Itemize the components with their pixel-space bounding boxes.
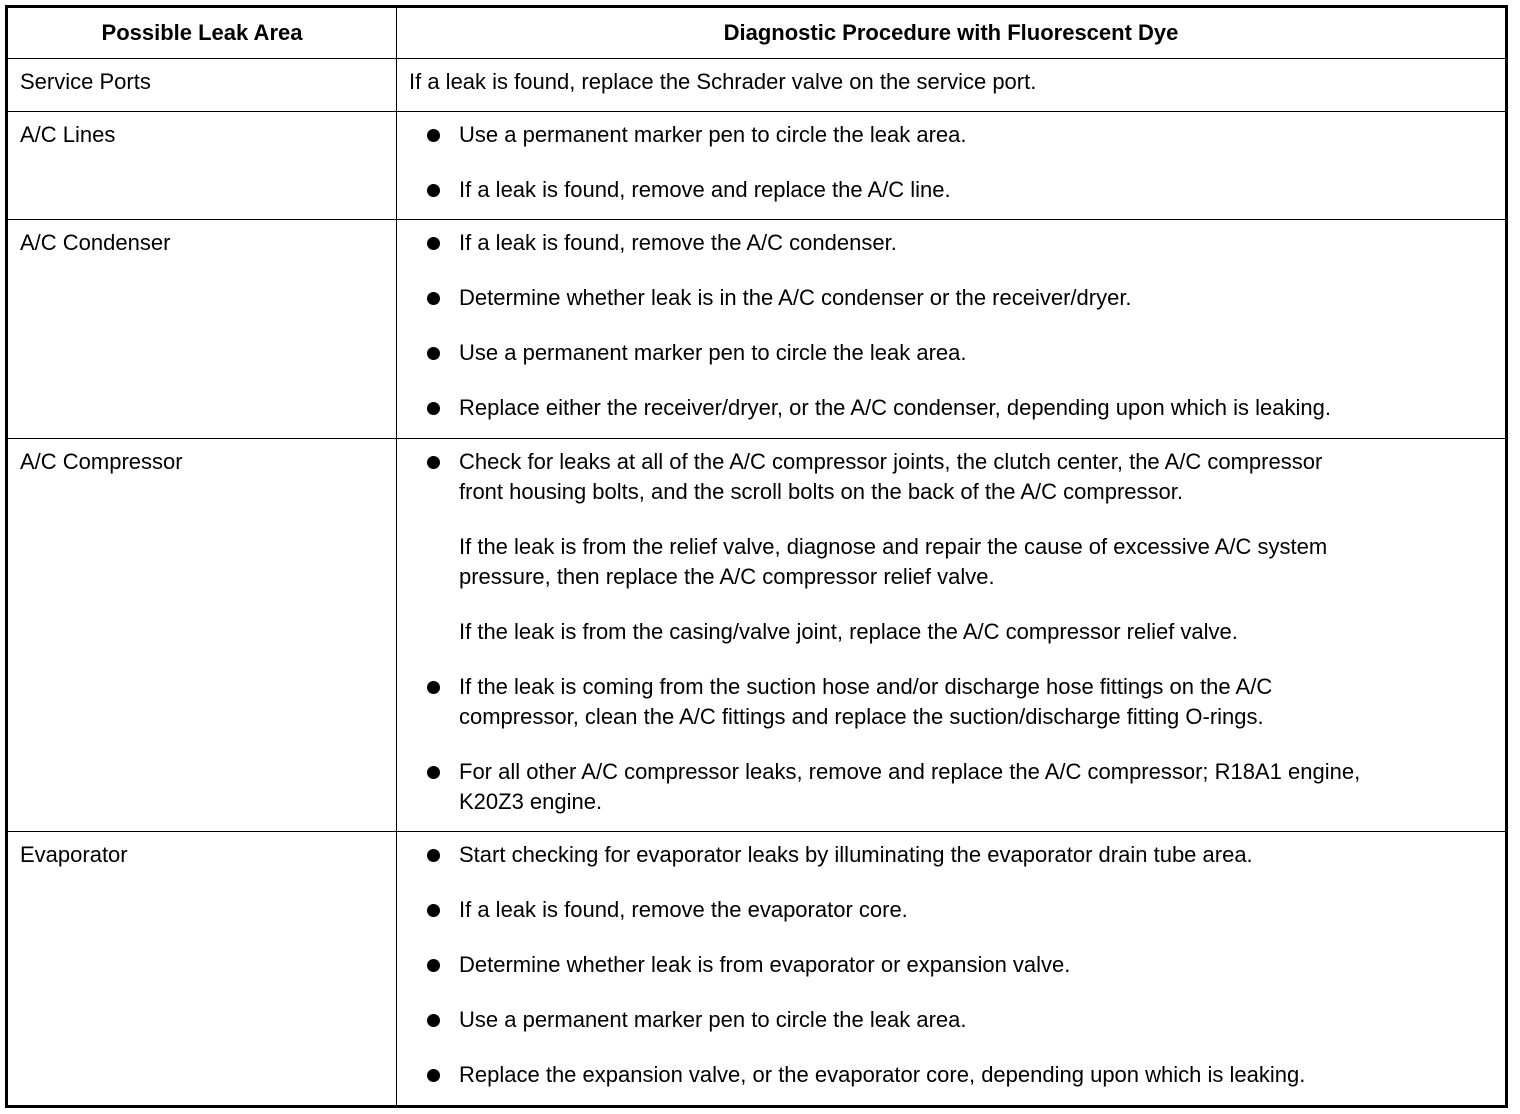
procedure-cell (397, 439, 1507, 832)
leak-area-cell: A/C Lines (7, 112, 397, 220)
bullet-icon (427, 292, 440, 305)
procedure-cell (397, 59, 1507, 112)
bullet-icon (427, 1014, 440, 1027)
procedure-item-text: Replace either the receiver/dryer, or the A/C condenser, depending upon which is leaking. (459, 395, 1331, 420)
procedure-item (409, 447, 1485, 507)
header-leak-area: Possible Leak Area (7, 7, 397, 59)
leak-diagnosis-table (5, 5, 1508, 1108)
bullet-icon (427, 1069, 440, 1082)
procedure-item (409, 672, 1485, 732)
leak-area-cell: Service Ports (7, 59, 397, 112)
procedure-item (409, 1060, 1485, 1090)
procedure-item-text: If a leak is found, remove and replace the A/C line. (459, 177, 951, 202)
bullet-icon (427, 402, 440, 415)
leak-area-cell: A/C Compressor (7, 439, 397, 832)
procedure-item-text: If the leak is coming from the suction hose and/or discharge hose fittings on the A/C compressor, clean the A/C fittings and replace the suction/discharge fitting O-rings. (459, 674, 1273, 729)
procedure-item (409, 895, 1485, 925)
procedure-item (409, 757, 1485, 817)
procedure-item-text: Check for leaks at all of the A/C compressor joints, the clutch center, the A/C compressor front housing bolts, and the scroll bolts on the back of the A/C compressor. (459, 449, 1323, 504)
bullet-icon (427, 681, 440, 694)
procedure-item-text: If a leak is found, remove the evaporator core. (459, 897, 908, 922)
procedure-item (409, 283, 1485, 313)
procedure-item (409, 338, 1485, 368)
bullet-icon (427, 456, 440, 469)
procedure-item-text: If the leak is from the relief valve, diagnose and repair the cause of excessive A/C system pressure, then replace the A/C compressor relief valve. (459, 534, 1328, 589)
procedure-item (409, 617, 1485, 647)
procedure-item-text: Use a permanent marker pen to circle the leak area. (459, 122, 967, 147)
procedure-text: If a leak is found, replace the Schrader valve on the service port. (409, 69, 1037, 94)
procedure-item-text: Start checking for evaporator leaks by illuminating the evaporator drain tube area. (459, 842, 1253, 867)
bullet-icon (427, 904, 440, 917)
leak-area-cell: Evaporator (7, 832, 397, 1107)
procedure-cell (397, 112, 1507, 220)
procedure-item (409, 1005, 1485, 1035)
procedure-item (409, 393, 1485, 423)
bullet-icon (427, 766, 440, 779)
procedure-item (409, 120, 1485, 150)
bullet-icon (427, 129, 440, 142)
procedure-item (409, 228, 1485, 258)
bullet-icon (427, 849, 440, 862)
procedure-item (409, 950, 1485, 980)
header-diagnostic-procedure: Diagnostic Procedure with Fluorescent Dye (397, 7, 1507, 59)
procedure-item (409, 532, 1485, 592)
table-row (7, 439, 1507, 832)
procedure-item (409, 175, 1485, 205)
procedure-item-text: Use a permanent marker pen to circle the leak area. (459, 1007, 967, 1032)
table-row (7, 59, 1507, 112)
procedure-item-text: Determine whether leak is from evaporator or expansion valve. (459, 952, 1071, 977)
table-row (7, 220, 1507, 439)
header-row (7, 7, 1507, 59)
leak-area-cell: A/C Condenser (7, 220, 397, 439)
procedure-item (409, 840, 1485, 870)
table-row (7, 832, 1507, 1107)
bullet-icon (427, 959, 440, 972)
procedure-item-text: If the leak is from the casing/valve joint, replace the A/C compressor relief valve. (459, 619, 1238, 644)
procedure-item-text: Use a permanent marker pen to circle the leak area. (459, 340, 967, 365)
procedure-cell (397, 220, 1507, 439)
bullet-icon (427, 347, 440, 360)
procedure-item-text: Determine whether leak is in the A/C condenser or the receiver/dryer. (459, 285, 1132, 310)
procedure-item-text: Replace the expansion valve, or the evaporator core, depending upon which is leaking. (459, 1062, 1306, 1087)
bullet-icon (427, 184, 440, 197)
bullet-icon (427, 237, 440, 250)
procedure-cell (397, 832, 1507, 1107)
table-row (7, 112, 1507, 220)
procedure-item-text: For all other A/C compressor leaks, remove and replace the A/C compressor; R18A1 engine, K20Z3 engine. (459, 759, 1361, 814)
procedure-item-text: If a leak is found, remove the A/C condenser. (459, 230, 897, 255)
